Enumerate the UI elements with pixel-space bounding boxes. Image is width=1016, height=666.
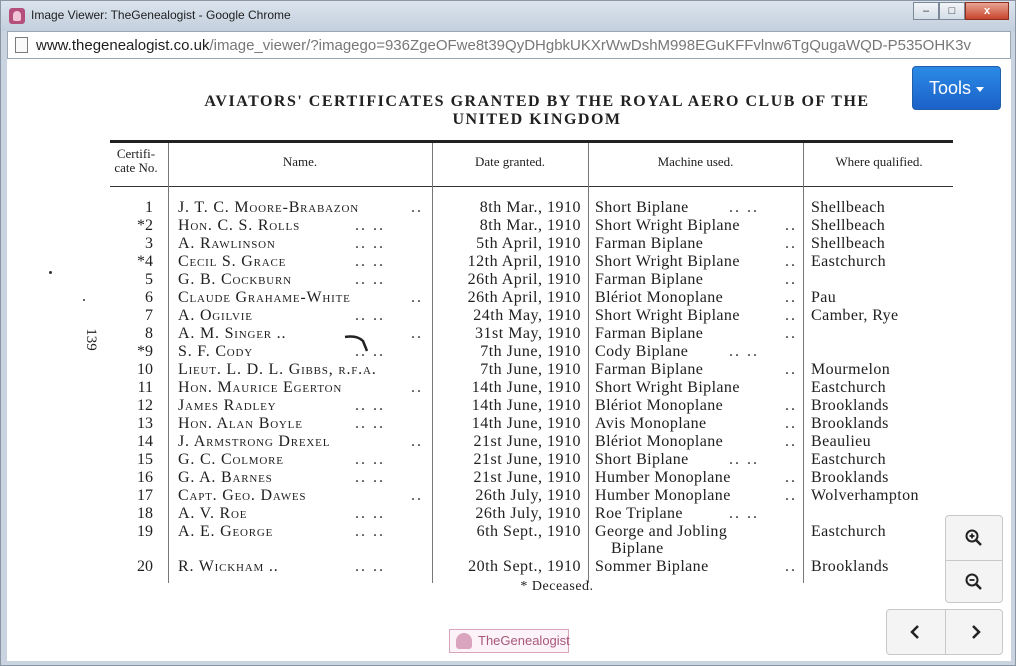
cert-no: 13 [137, 415, 153, 432]
cert-no: 14 [137, 433, 153, 450]
cert-date: 21st June, 1910 [473, 451, 581, 468]
cert-machine: Blériot Monoplane [595, 289, 724, 306]
cert-machine: Short Wright Biplane [595, 217, 740, 234]
cert-machine: Humber Monoplane [595, 469, 731, 486]
cert-machine: Short Wright Biplane [595, 307, 740, 324]
genealogist-watermark: TheGenealogist [449, 629, 569, 653]
cert-name: Hon. C. S. Rolls [178, 217, 300, 234]
cert-where: Eastchurch [811, 379, 887, 396]
page-navigation [886, 609, 1003, 655]
machine-leader-dots: .. [785, 415, 797, 432]
cert-where: Mourmelon [811, 361, 891, 378]
name-leader-dots: .. .. [355, 307, 385, 324]
cert-name: Claude Grahame-White [178, 289, 351, 306]
cert-machine: Short Wright Biplane [595, 253, 740, 270]
cert-date: 26th July, 1910 [475, 505, 581, 522]
url-path: /image_viewer/?imagego=936ZgeOFwe8t39QyDHgbkUKXrWwDshM998EGuKFFvlnw6TgQugaWQD-P535OHK3v [209, 37, 971, 54]
title-bar [1, 1, 1015, 31]
cert-machine: Blériot Monoplane [595, 433, 724, 450]
cert-machine: George and Jobling [595, 523, 728, 540]
cert-no: 20 [137, 558, 153, 575]
cert-no: 10 [137, 361, 153, 378]
cert-date: 8th Mar., 1910 [479, 199, 581, 216]
document-image [7, 59, 1011, 661]
cert-date: 14th June, 1910 [471, 397, 581, 414]
name-leader-dots: .. [411, 487, 423, 504]
cert-name: A. Ogilvie [178, 307, 253, 324]
address-bar[interactable] [7, 31, 1011, 59]
cert-date: 7th June, 1910 [480, 343, 581, 360]
cert-where: Pau [811, 289, 837, 306]
machine-leader-dots: .. [785, 217, 797, 234]
cert-name: J. Armstrong Drexel [178, 433, 331, 450]
cert-name: A. M. Singer .. [178, 325, 287, 342]
cert-no: 7 [145, 307, 153, 324]
header-date: Date granted. [474, 154, 546, 169]
zoom-controls [945, 515, 1003, 603]
name-leader-dots: .. .. [355, 217, 385, 234]
document-title [117, 93, 957, 129]
cert-name: A. Rawlinson [178, 235, 276, 252]
name-leader-dots: .. .. [355, 523, 385, 540]
window-controls [913, 2, 1009, 20]
cert-no: 18 [137, 505, 153, 522]
cert-machine-line2: Biplane [611, 540, 664, 557]
cert-where: Brooklands [811, 469, 889, 486]
cert-name: G. B. Cockburn [178, 271, 292, 288]
cert-machine: Short Wright Biplane [595, 379, 740, 396]
cert-name: G. C. Colmore [178, 451, 284, 468]
cert-machine: Avis Monoplane [595, 415, 707, 432]
name-leader-dots: .. [411, 289, 423, 306]
header-where: Where qualified. [835, 154, 923, 169]
cert-where: Brooklands [811, 558, 889, 575]
cert-no: 17 [137, 487, 153, 504]
cert-no: 16 [137, 469, 153, 486]
cert-where: Brooklands [811, 397, 889, 414]
machine-leader-dots: .. [785, 469, 797, 486]
machine-leader-dots: .. [785, 235, 797, 252]
cert-name: Hon. Maurice Egerton [178, 379, 343, 396]
document-title-line2: UNITED KINGDOM [452, 111, 622, 128]
name-leader-dots: .. .. [355, 558, 385, 575]
machine-leader-dots: .. [785, 361, 797, 378]
image-viewer[interactable] [7, 59, 1011, 661]
cert-machine: Short Biplane [595, 451, 689, 468]
zoom-out-button[interactable] [946, 560, 1002, 603]
cert-machine: Cody Biplane [595, 343, 689, 360]
caret-down-icon [976, 87, 984, 92]
zoom-out-icon [964, 572, 984, 592]
page-number: 139 [82, 328, 99, 351]
cert-machine: Farman Biplane [595, 361, 704, 378]
cert-name: James Radley [178, 397, 277, 414]
cert-no: 1 [145, 199, 153, 216]
document-title-line1: AVIATORS' CERTIFICATES GRANTED BY THE ROYAL AERO CLUB OF THE [204, 93, 870, 110]
cert-date: 14th June, 1910 [471, 415, 581, 432]
zoom-in-button[interactable] [946, 516, 1002, 559]
cert-where: Shellbeach [811, 235, 886, 252]
cert-date: 8th Mar., 1910 [479, 217, 581, 234]
cert-where: Shellbeach [811, 217, 886, 234]
genealogist-app-icon [9, 8, 25, 24]
cert-where: Beaulieu [811, 433, 872, 450]
chevron-right-icon [967, 624, 983, 640]
name-leader-dots: .. .. [355, 469, 385, 486]
tools-dropdown-button[interactable] [912, 66, 1001, 110]
cert-date: 26th April, 1910 [467, 271, 581, 288]
chevron-left-icon [908, 624, 924, 640]
cert-machine: Farman Biplane [595, 235, 704, 252]
machine-leader-dots: .. .. [729, 343, 759, 360]
machine-leader-dots: .. [785, 433, 797, 450]
cert-name: R. Wickham .. [178, 558, 279, 575]
cert-machine: Humber Monoplane [595, 487, 731, 504]
cert-no: 3 [145, 235, 153, 252]
column-separator [803, 143, 804, 583]
cert-no: 5 [145, 271, 153, 288]
cert-no: *9 [137, 343, 153, 360]
cert-no: 12 [137, 397, 153, 414]
cert-where: Brooklands [811, 415, 889, 432]
machine-leader-dots: .. [785, 325, 797, 342]
cert-no: 15 [137, 451, 153, 468]
machine-leader-dots: .. [785, 307, 797, 324]
machine-leader-dots: .. .. [729, 505, 759, 522]
name-leader-dots: .. .. [355, 505, 385, 522]
table-top-rule [110, 140, 953, 143]
cert-name: Capt. Geo. Dawes [178, 487, 307, 504]
cert-date: 31st May, 1910 [475, 325, 581, 342]
cert-no: *2 [137, 217, 153, 234]
cert-date: 20th Sept., 1910 [468, 558, 581, 575]
machine-leader-dots: .. .. [729, 451, 759, 468]
cert-machine: Short Biplane [595, 199, 689, 216]
cert-machine: Blériot Monoplane [595, 397, 724, 414]
cert-where: Eastchurch [811, 451, 887, 468]
cert-name: A. V. Roe [178, 505, 248, 522]
scan-mark [343, 331, 373, 353]
name-leader-dots: .. [411, 433, 423, 450]
window-title: Image Viewer: TheGenealogist - Google Chrome [31, 8, 291, 22]
zoom-in-icon [964, 528, 984, 548]
cert-where: Eastchurch [811, 523, 887, 540]
name-leader-dots: .. [411, 199, 423, 216]
column-separator [432, 143, 433, 583]
name-leader-dots: .. .. [355, 397, 385, 414]
machine-leader-dots: .. [785, 487, 797, 504]
cert-date: 26th July, 1910 [475, 487, 581, 504]
page-icon [15, 37, 28, 53]
name-leader-dots: .. [411, 325, 423, 342]
cert-date: 6th Sept., 1910 [476, 523, 581, 540]
cert-no: 8 [145, 325, 153, 342]
cert-date: 7th June, 1910 [480, 361, 581, 378]
cert-no: 6 [145, 289, 153, 306]
cert-where: Shellbeach [811, 199, 886, 216]
header-no-line2: cate No. [114, 160, 158, 175]
cert-name: A. E. George [178, 523, 274, 540]
cert-no: *4 [137, 253, 153, 270]
name-leader-dots: .. .. [355, 271, 385, 288]
column-separator [588, 143, 589, 583]
cert-date: 14th June, 1910 [471, 379, 581, 396]
cert-machine: Farman Biplane [595, 271, 704, 288]
machine-leader-dots: .. .. [729, 199, 759, 216]
cert-name: Hon. Alan Boyle [178, 415, 303, 432]
previous-page-button[interactable] [887, 610, 945, 654]
cert-no: 19 [137, 523, 153, 540]
minimize-button[interactable]: – [913, 2, 939, 20]
cert-where: Camber, Rye [811, 307, 899, 324]
cert-name: G. A. Barnes [178, 469, 273, 486]
url-host: www.thegenealogist.co.uk [36, 37, 210, 54]
name-leader-dots: .. .. [355, 343, 385, 360]
next-page-button[interactable] [945, 610, 1003, 654]
cert-date: 12th April, 1910 [467, 253, 581, 270]
column-separator [168, 143, 169, 583]
cert-date: 21st June, 1910 [473, 469, 581, 486]
maximize-button[interactable]: □ [939, 2, 965, 20]
cert-date: 21st June, 1910 [473, 433, 581, 450]
cert-no: 11 [137, 379, 153, 396]
cert-name: J. T. C. Moore-Brabazon [178, 199, 359, 216]
name-leader-dots: .. .. [355, 235, 385, 252]
machine-leader-dots: .. [785, 558, 797, 575]
header-machine: Machine used. [657, 154, 734, 169]
close-button[interactable]: x [965, 2, 1009, 20]
scan-speck [49, 271, 52, 274]
cert-date: 5th April, 1910 [476, 235, 581, 252]
machine-leader-dots: .. [785, 397, 797, 414]
cert-machine: Sommer Biplane [595, 558, 709, 575]
cert-name: S. F. Cody [178, 343, 254, 360]
header-name: Name. [282, 154, 318, 169]
tools-label: Tools [928, 78, 972, 98]
name-leader-dots: .. .. [355, 253, 385, 270]
cert-where: Eastchurch [811, 253, 887, 270]
machine-leader-dots: .. [785, 253, 797, 270]
cert-name: Cecil S. Grace [178, 253, 287, 270]
url-text[interactable] [36, 37, 1006, 54]
cert-machine: Farman Biplane [595, 325, 704, 342]
header-no-line1: Certifi- [116, 146, 156, 161]
scan-speck [83, 299, 85, 301]
table-header-rule [110, 186, 953, 187]
name-leader-dots: .. .. [355, 415, 385, 432]
cert-name: Lieut. L. D. L. Gibbs, r.f.a. [178, 361, 377, 378]
cert-where: Wolverhampton [811, 487, 919, 504]
cert-date: 26th April, 1910 [467, 289, 581, 306]
header-certificate-no [105, 147, 167, 175]
cert-date: 24th May, 1910 [473, 307, 581, 324]
machine-leader-dots: .. [785, 271, 797, 288]
name-leader-dots: .. .. [355, 451, 385, 468]
cert-machine: Roe Triplane [595, 505, 683, 522]
name-leader-dots: .. [411, 379, 423, 396]
footnote: * Deceased. [520, 579, 594, 594]
machine-leader-dots: .. [785, 289, 797, 306]
